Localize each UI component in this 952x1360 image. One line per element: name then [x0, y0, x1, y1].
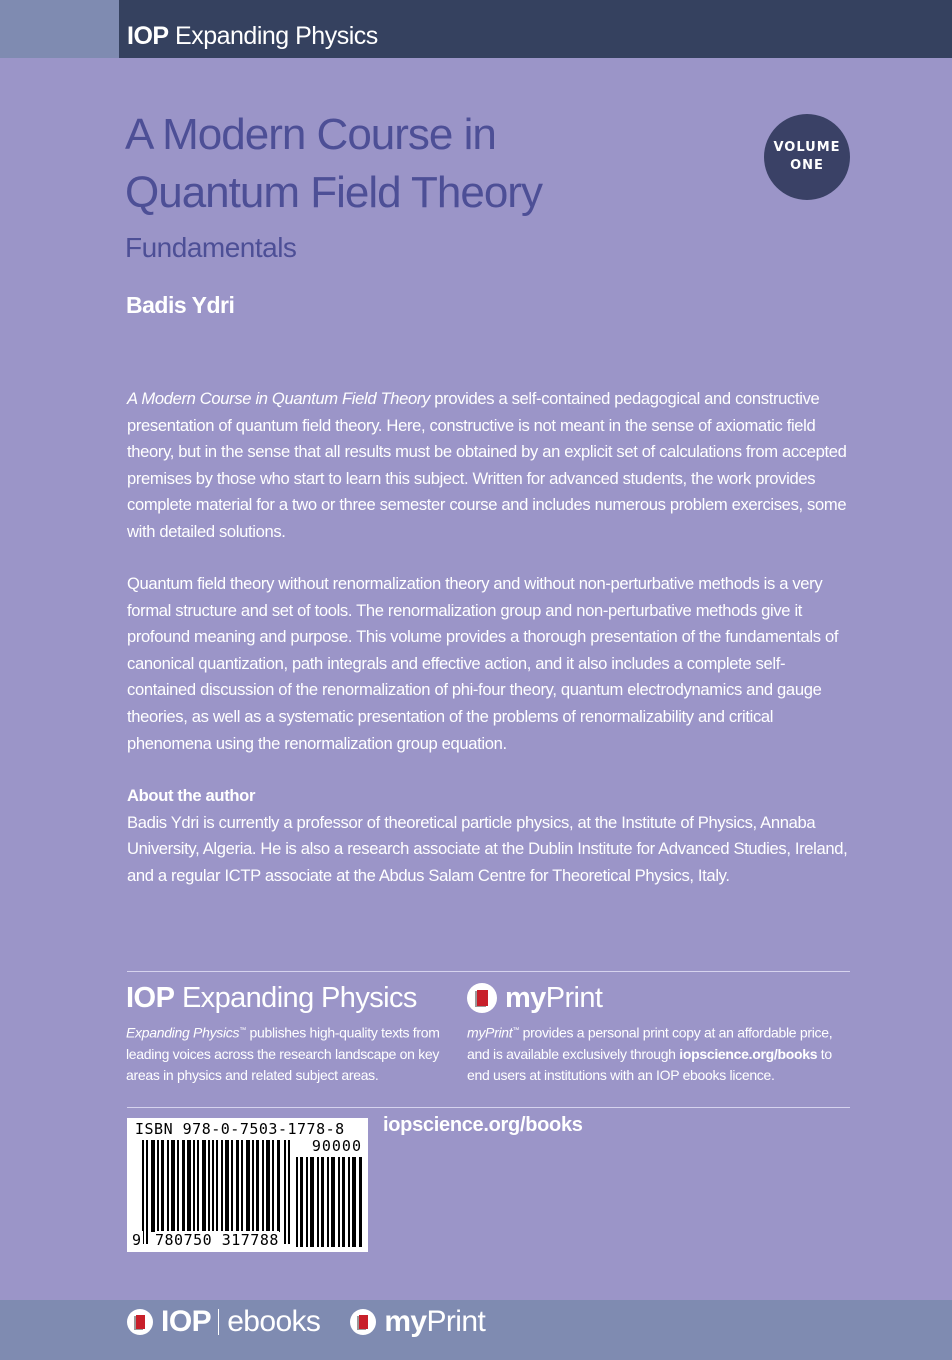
- myprint-info: [467, 978, 857, 1086]
- iop-logo-mark: IOP: [161, 1305, 212, 1338]
- series-name: Expanding Physics: [175, 22, 378, 50]
- divider: [127, 971, 850, 972]
- about-author-section: [127, 783, 852, 889]
- addon-barcode-bars-icon: [296, 1157, 364, 1247]
- book-icon: [127, 1309, 153, 1335]
- top-left-block: [0, 0, 119, 58]
- book-subtitle: Fundamentals: [125, 232, 297, 263]
- barcode-bars-icon: [142, 1140, 290, 1244]
- iopscience-books-link[interactable]: iopscience.org/books: [383, 1114, 583, 1136]
- about-author-text: Badis Ydri is currently a professor of theoretical particle physics, at the Institute of Physics, Annaba University, Algeria. He is also a research associate at the Dublin Institute for Advanced Studies, Ireland, and a regular ICTP associate at the Abdus Salam Centre for Theoretical Physics, Italy.: [127, 812, 848, 885]
- book-icon: [467, 983, 497, 1013]
- volume-label: VOLUME: [773, 140, 841, 155]
- divider: [127, 1107, 850, 1108]
- expanding-physics-info: [126, 978, 456, 1086]
- bottom-logos: [127, 1303, 485, 1341]
- ebooks-logo: ebooks: [227, 1305, 321, 1338]
- expanding-physics-description: [126, 1020, 456, 1086]
- book-icon: [350, 1309, 376, 1335]
- myprint-logo-light: Print: [545, 981, 603, 1014]
- isbn-barcode: [127, 1118, 368, 1252]
- iopscience-link-inline[interactable]: iopscience.org/books: [679, 1045, 818, 1062]
- book-author: Badis Ydri: [126, 292, 235, 318]
- title-line-1: A Modern Course in: [125, 110, 496, 159]
- myprint-logo-bold: my: [384, 1305, 427, 1338]
- myprint-logo-bold: my: [505, 981, 546, 1014]
- iop-logo-mark: IOP: [127, 22, 169, 50]
- series-name-italic: Expanding Physics: [126, 1024, 240, 1041]
- header-brand: [127, 22, 378, 51]
- blurb-paragraph-2: Quantum field theory without renormalization theory and without non-perturbative methods is a very formal structure and set of tools. The renormalization group and non-perturbative methods give it profound meaning and purpose. This volume provides a thorough presentation of the fundamentals of canonical quantization, path integrals and effective action, and it also includes a complete self-contained discussion of the renormalization of phi-four theory, quantum electrodynamics and gauge theories, as well as a systematic presentation of the problems of renormalizability and critical phenomena using the renormalization group equation.: [127, 574, 839, 753]
- ean-digits: 780750 317788: [155, 1231, 279, 1249]
- expanding-physics-logo: [126, 978, 456, 1018]
- description-text: provides a personal print copy at an affordable price, and is available exclusively through: [467, 1024, 833, 1062]
- description-text: publishes high-quality texts from leading voices across the research landscape on key areas in physics and related subject areas.: [126, 1024, 440, 1083]
- trademark: ™: [512, 1027, 520, 1034]
- logo-separator: [218, 1309, 219, 1335]
- price-addon-number: 90000: [311, 1137, 362, 1155]
- iop-logo-mark: IOP: [126, 981, 175, 1014]
- myprint-logo: [467, 978, 857, 1018]
- title-line-2: Quantum Field Theory: [125, 168, 542, 217]
- book-title: [125, 106, 542, 222]
- volume-badge: [764, 114, 850, 200]
- blurb-title-italic: A Modern Course in Quantum Field Theory: [127, 389, 431, 408]
- trademark: ™: [239, 1027, 246, 1034]
- myprint-italic: myPrint: [467, 1024, 513, 1041]
- blurb-paragraph-1: [127, 386, 852, 546]
- description-text: to end users at institutions with an IOP ebooks licence.: [467, 1045, 832, 1083]
- isbn-number: ISBN 978-0-7503-1778-8: [135, 1120, 345, 1138]
- series-name: Expanding Physics: [181, 981, 417, 1014]
- myprint-logo-light: Print: [426, 1305, 486, 1338]
- about-author-heading: About the author: [127, 786, 256, 805]
- ean-first-digit: 9: [132, 1231, 142, 1249]
- myprint-description: [467, 1020, 857, 1086]
- blurb-text-1: provides a self-contained pedagogical and constructive presentation of quantum field theory. Here, constructive is not meant in the sense of axiomatic field theory, but in the sense that all results must be obtained by an explicit set of calculations from accepted premises by those who start to learn this subject. Written for advanced students, the work provides complete material for a two or three semester course and includes numerous problem exercises, some with detailed solutions.: [127, 389, 847, 541]
- volume-number: ONE: [790, 158, 824, 173]
